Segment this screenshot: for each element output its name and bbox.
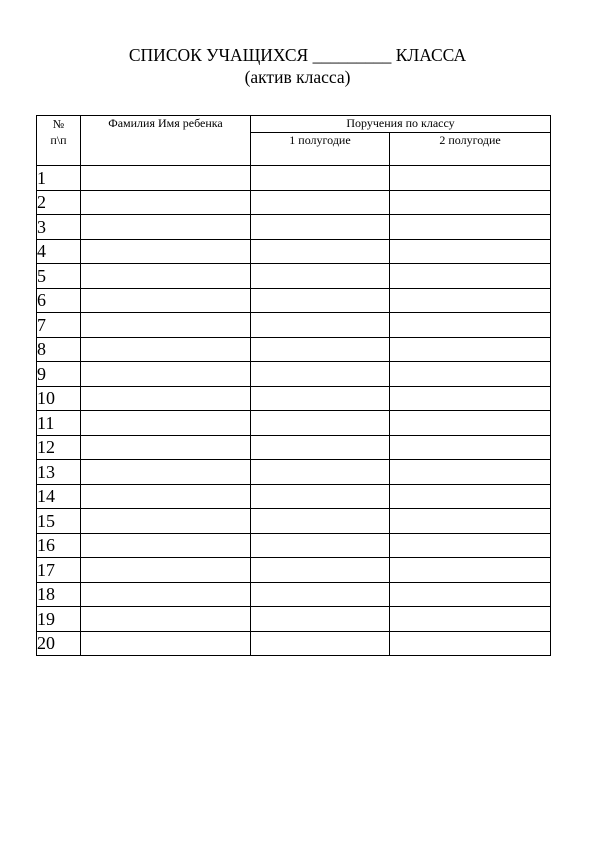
assignment-second-half-cell[interactable] <box>390 264 551 289</box>
assignment-first-half-cell[interactable] <box>251 558 390 583</box>
assignment-first-half-cell[interactable] <box>251 362 390 387</box>
table-row <box>37 411 551 436</box>
student-name-cell[interactable] <box>81 435 251 460</box>
table-row <box>37 166 551 191</box>
row-number: 13 <box>37 460 81 485</box>
column-header-number-line2: п\п <box>50 133 67 147</box>
assignment-second-half-cell[interactable] <box>390 313 551 338</box>
column-header-number <box>37 116 81 166</box>
assignment-second-half-cell[interactable] <box>390 484 551 509</box>
student-name-cell[interactable] <box>81 215 251 240</box>
row-number: 5 <box>37 264 81 289</box>
table-row <box>37 435 551 460</box>
row-number: 9 <box>37 362 81 387</box>
assignment-first-half-cell[interactable] <box>251 215 390 240</box>
table-row <box>37 313 551 338</box>
table-row <box>37 460 551 485</box>
student-name-cell[interactable] <box>81 166 251 191</box>
student-name-cell[interactable] <box>81 631 251 656</box>
student-name-cell[interactable] <box>81 582 251 607</box>
row-number: 7 <box>37 313 81 338</box>
assignment-second-half-cell[interactable] <box>390 631 551 656</box>
column-header-second-half: 2 полугодие <box>390 133 551 166</box>
row-number: 15 <box>37 509 81 534</box>
table-row <box>37 215 551 240</box>
table-row <box>37 484 551 509</box>
assignment-second-half-cell[interactable] <box>390 582 551 607</box>
table-row <box>37 239 551 264</box>
row-number: 2 <box>37 190 81 215</box>
table-row <box>37 190 551 215</box>
student-name-cell[interactable] <box>81 558 251 583</box>
row-number: 19 <box>37 607 81 632</box>
page-title: СПИСОК УЧАЩИХСЯ _________ КЛАССА <box>128 45 467 65</box>
row-number: 6 <box>37 288 81 313</box>
assignment-second-half-cell[interactable] <box>390 288 551 313</box>
assignment-first-half-cell[interactable] <box>251 582 390 607</box>
row-number: 14 <box>37 484 81 509</box>
assignment-first-half-cell[interactable] <box>251 288 390 313</box>
assignment-first-half-cell[interactable] <box>251 337 390 362</box>
row-number: 16 <box>37 533 81 558</box>
assignment-first-half-cell[interactable] <box>251 607 390 632</box>
assignment-first-half-cell[interactable] <box>251 190 390 215</box>
assignment-second-half-cell[interactable] <box>390 533 551 558</box>
student-name-cell[interactable] <box>81 190 251 215</box>
table-row <box>37 362 551 387</box>
row-number: 18 <box>37 582 81 607</box>
row-number: 4 <box>37 239 81 264</box>
assignment-second-half-cell[interactable] <box>390 190 551 215</box>
row-number: 3 <box>37 215 81 240</box>
assignment-second-half-cell[interactable] <box>390 215 551 240</box>
student-name-cell[interactable] <box>81 313 251 338</box>
row-number: 17 <box>37 558 81 583</box>
student-name-cell[interactable] <box>81 607 251 632</box>
assignment-first-half-cell[interactable] <box>251 264 390 289</box>
assignment-second-half-cell[interactable] <box>390 509 551 534</box>
table-row <box>37 509 551 534</box>
assignment-first-half-cell[interactable] <box>251 631 390 656</box>
row-number: 12 <box>37 435 81 460</box>
column-header-assignments: Поручения по классу <box>251 116 551 133</box>
column-header-name: Фамилия Имя ребенка <box>81 116 251 166</box>
column-header-first-half: 1 полугодие <box>251 133 390 166</box>
row-number: 10 <box>37 386 81 411</box>
assignment-second-half-cell[interactable] <box>390 362 551 387</box>
assignment-second-half-cell[interactable] <box>390 166 551 191</box>
row-number: 20 <box>37 631 81 656</box>
table-row <box>37 631 551 656</box>
assignment-first-half-cell[interactable] <box>251 166 390 191</box>
row-number: 8 <box>37 337 81 362</box>
student-name-cell[interactable] <box>81 239 251 264</box>
assignment-second-half-cell[interactable] <box>390 558 551 583</box>
row-number: 1 <box>37 166 81 191</box>
student-name-cell[interactable] <box>81 337 251 362</box>
assignment-second-half-cell[interactable] <box>390 435 551 460</box>
assignment-second-half-cell[interactable] <box>390 411 551 436</box>
student-name-cell[interactable] <box>81 460 251 485</box>
row-number: 11 <box>37 411 81 436</box>
assignment-second-half-cell[interactable] <box>390 386 551 411</box>
student-name-cell[interactable] <box>81 509 251 534</box>
table-row <box>37 533 551 558</box>
student-name-cell[interactable] <box>81 533 251 558</box>
table-row <box>37 386 551 411</box>
assignment-first-half-cell[interactable] <box>251 386 390 411</box>
table-row <box>37 288 551 313</box>
assignment-second-half-cell[interactable] <box>390 337 551 362</box>
page-subtitle: (актив класса) <box>244 67 351 87</box>
student-name-cell[interactable] <box>81 288 251 313</box>
table-row <box>37 582 551 607</box>
table-row <box>37 337 551 362</box>
assignment-second-half-cell[interactable] <box>390 239 551 264</box>
assignment-second-half-cell[interactable] <box>390 460 551 485</box>
student-name-cell[interactable] <box>81 362 251 387</box>
assignment-second-half-cell[interactable] <box>390 607 551 632</box>
student-name-cell[interactable] <box>81 386 251 411</box>
student-list-table <box>36 115 551 656</box>
student-name-cell[interactable] <box>81 264 251 289</box>
assignment-first-half-cell[interactable] <box>251 239 390 264</box>
assignment-first-half-cell[interactable] <box>251 484 390 509</box>
student-name-cell[interactable] <box>81 411 251 436</box>
table-row <box>37 607 551 632</box>
assignment-first-half-cell[interactable] <box>251 313 390 338</box>
assignment-first-half-cell[interactable] <box>251 411 390 436</box>
column-header-number-line1: № <box>52 117 65 131</box>
assignment-first-half-cell[interactable] <box>251 509 390 534</box>
assignment-first-half-cell[interactable] <box>251 435 390 460</box>
table-row <box>37 264 551 289</box>
table-row <box>37 558 551 583</box>
assignment-first-half-cell[interactable] <box>251 460 390 485</box>
assignment-first-half-cell[interactable] <box>251 533 390 558</box>
student-name-cell[interactable] <box>81 484 251 509</box>
